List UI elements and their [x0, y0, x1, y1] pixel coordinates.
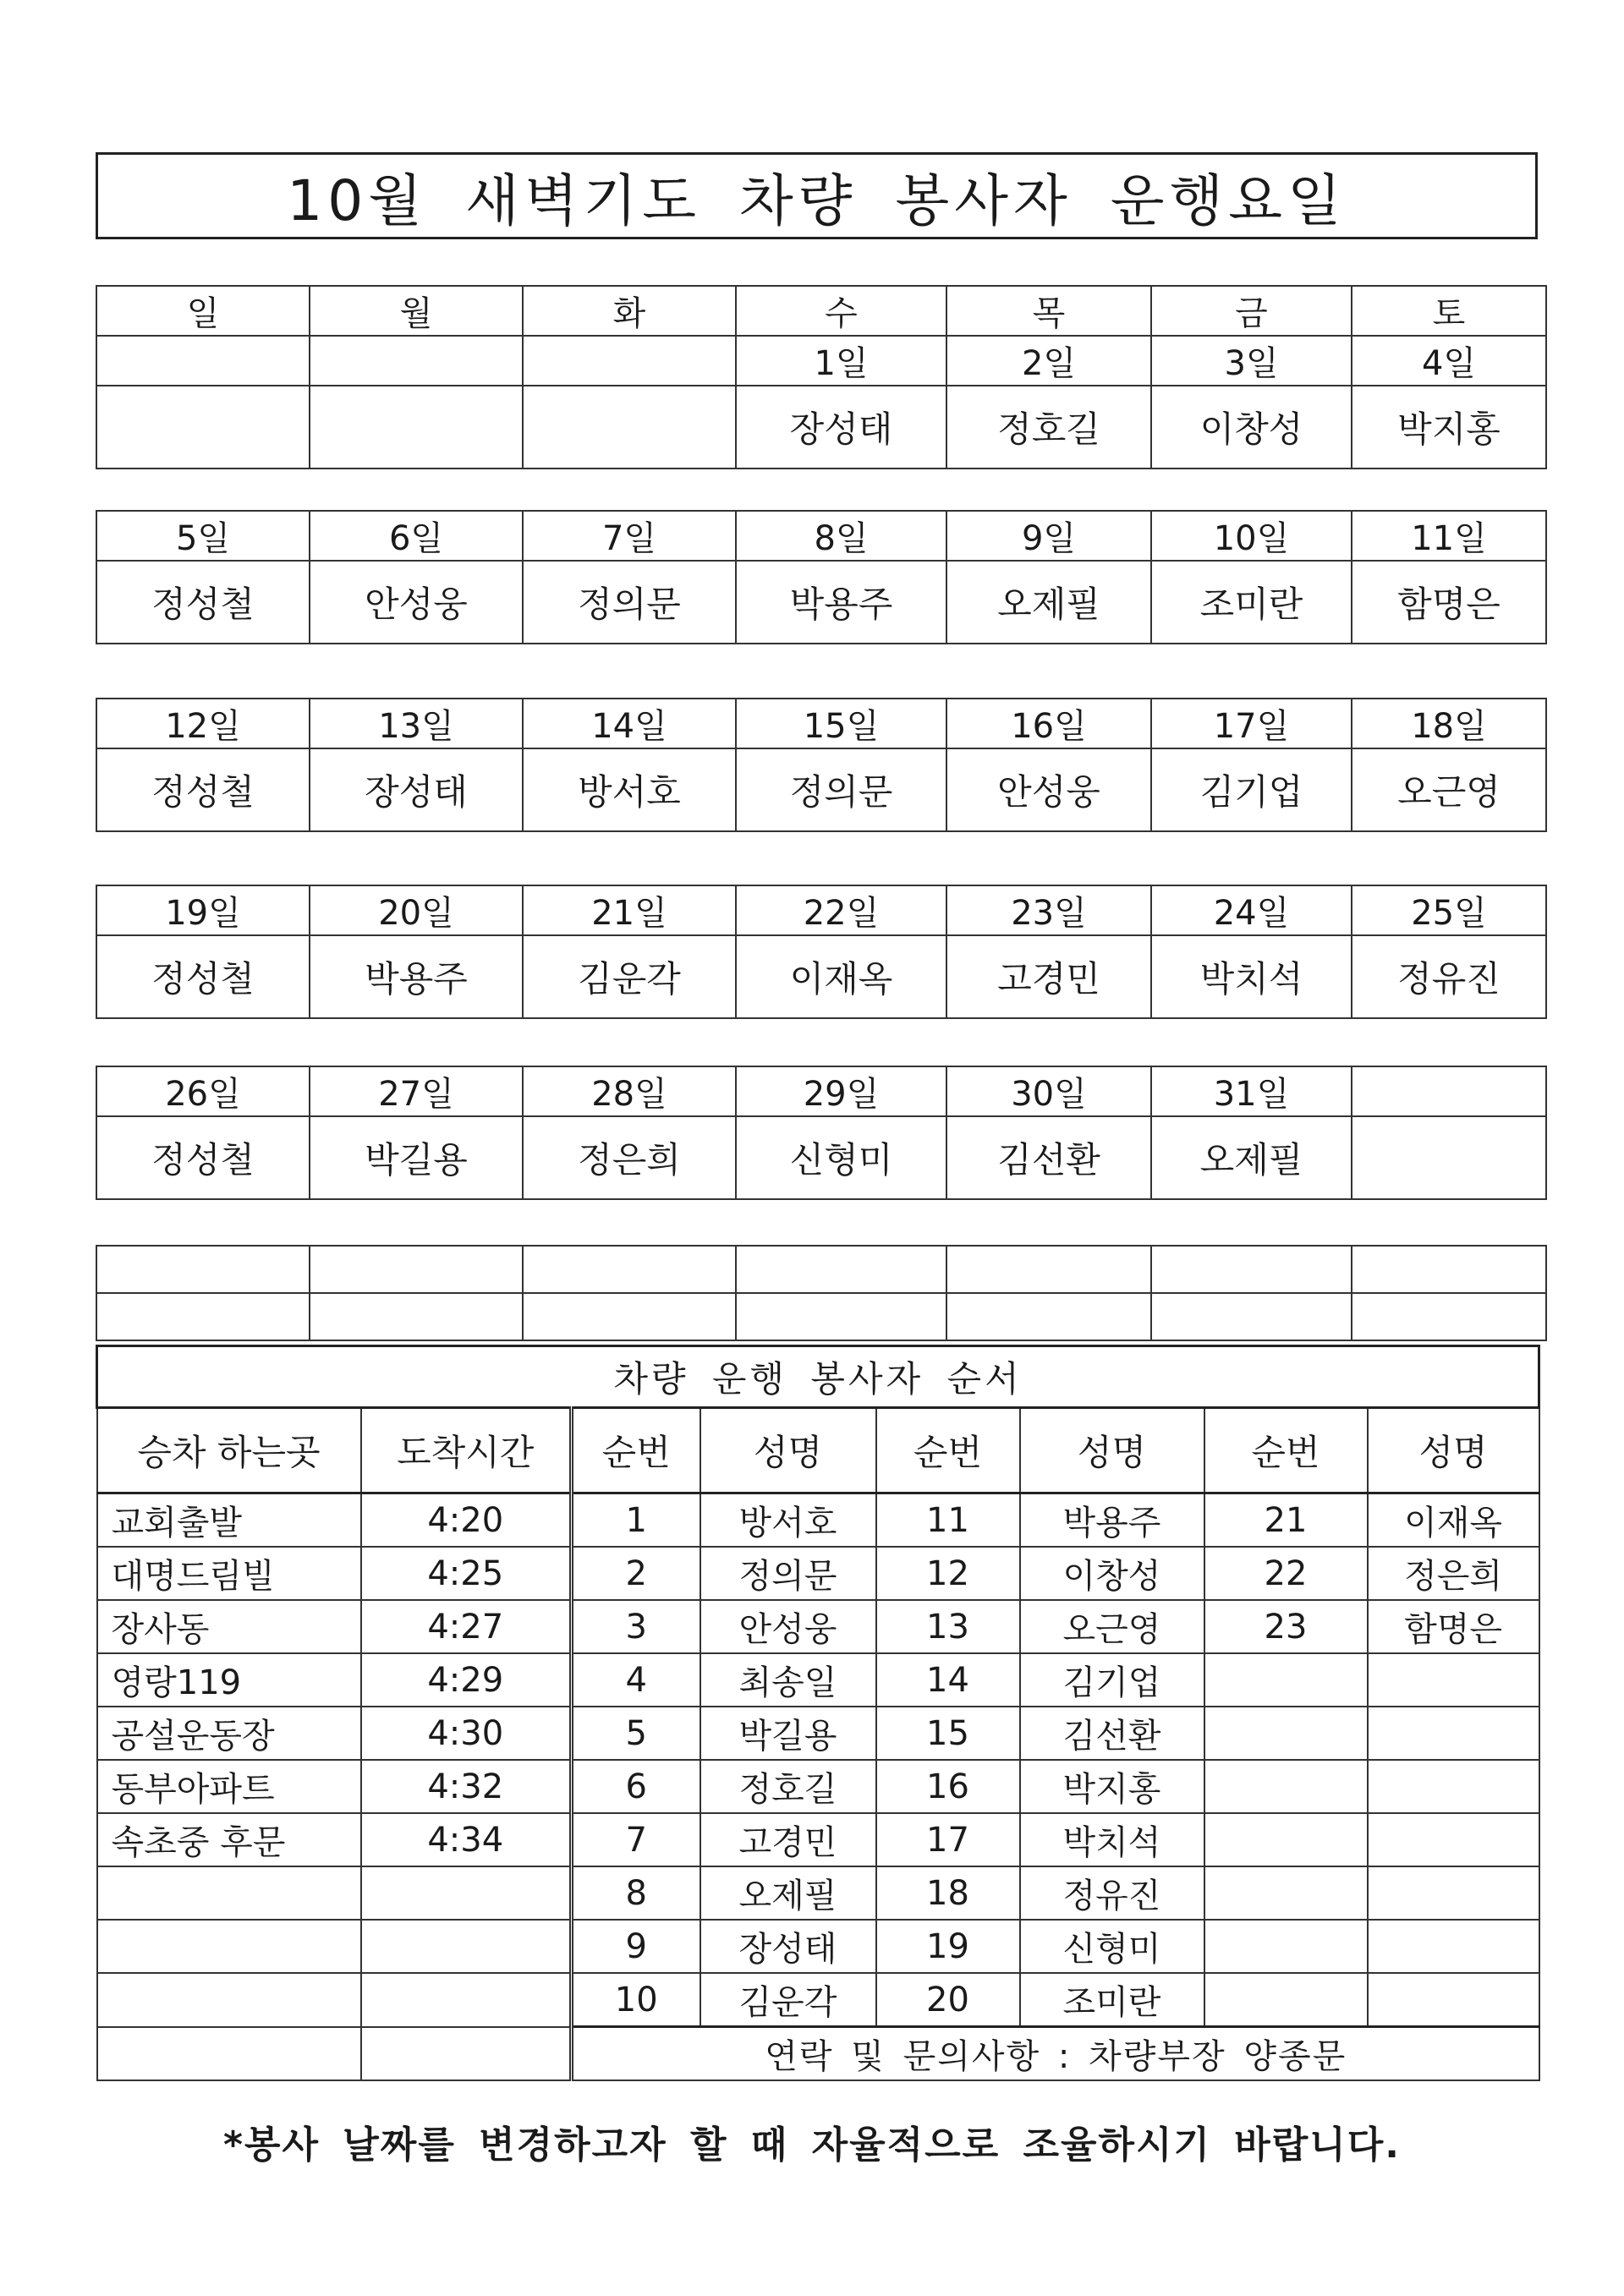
order-number: 23 [1204, 1600, 1368, 1653]
date-cell: 10일 [1151, 511, 1352, 561]
date-cell: 29일 [736, 1066, 946, 1116]
volunteer-name: 김운각 [700, 1973, 876, 2027]
calendar-week-1 [96, 285, 1547, 469]
volunteer-name: 박지홍 [1352, 386, 1546, 469]
order-number [1204, 1920, 1368, 1973]
volunteer-name: 정의문 [736, 748, 946, 831]
order-number: 4 [572, 1653, 700, 1707]
weekday-thu: 목 [946, 286, 1151, 336]
order-number [1204, 1813, 1368, 1866]
date-cell: 25일 [1352, 885, 1546, 935]
arrival-time [361, 1866, 572, 1920]
volunteer-name: 박길용 [700, 1707, 876, 1760]
order-number [1204, 1760, 1368, 1813]
order-number: 14 [876, 1653, 1020, 1707]
order-number: 15 [876, 1707, 1020, 1760]
volunteer-name: 신형미 [1020, 1920, 1204, 1973]
order-row [97, 1973, 1539, 2027]
order-section-title: 차량 운행 봉사자 순서 [97, 1346, 1539, 1408]
arrival-time: 4:20 [361, 1493, 572, 1548]
volunteer-name: 방서호 [523, 748, 736, 831]
weekday-fri: 금 [1151, 286, 1352, 336]
volunteer-name: 안성웅 [310, 561, 523, 644]
order-number: 9 [572, 1920, 700, 1973]
pickup-location [97, 1866, 361, 1920]
volunteer-name: 박용주 [736, 561, 946, 644]
volunteer-name [1368, 1920, 1539, 1973]
date-row [96, 699, 1546, 748]
date-row [96, 511, 1546, 561]
order-number: 5 [572, 1707, 700, 1760]
volunteer-name [310, 386, 523, 469]
volunteer-name: 이창성 [1020, 1547, 1204, 1600]
order-number: 18 [876, 1866, 1020, 1920]
order-row [97, 1493, 1539, 1548]
page-title: 10월 새벽기도 차량 봉사자 운행요일 [96, 152, 1538, 239]
header-pickup-location: 승차 하는곳 [97, 1408, 361, 1493]
weekday-header-row [96, 286, 1546, 336]
order-number: 16 [876, 1760, 1020, 1813]
volunteer-name: 함명은 [1352, 561, 1546, 644]
volunteer-name [1368, 1653, 1539, 1707]
volunteer-name: 조미란 [1020, 1973, 1204, 2027]
volunteer-name: 박용주 [1020, 1493, 1204, 1548]
date-row [96, 885, 1546, 935]
order-number: 20 [876, 1973, 1020, 2027]
date-cell: 3일 [1151, 336, 1352, 386]
volunteer-name: 정은희 [523, 1116, 736, 1199]
volunteer-name [1368, 1866, 1539, 1920]
order-number [1204, 1866, 1368, 1920]
volunteer-name: 장성태 [700, 1920, 876, 1973]
volunteer-name: 김선환 [1020, 1707, 1204, 1760]
date-cell: 8일 [736, 511, 946, 561]
weekday-mon: 월 [310, 286, 523, 336]
contact-row [97, 2027, 1539, 2081]
date-cell: 2일 [946, 336, 1151, 386]
blank-row [96, 1293, 1546, 1340]
volunteer-name: 오제필 [700, 1866, 876, 1920]
calendar-week-3 [96, 698, 1547, 832]
date-cell: 26일 [96, 1066, 310, 1116]
order-number: 1 [572, 1493, 700, 1548]
pickup-location: 공설운동장 [97, 1707, 361, 1760]
order-header-row [97, 1408, 1539, 1493]
header-order-number: 순번 [876, 1408, 1020, 1493]
date-cell: 6일 [310, 511, 523, 561]
volunteer-name: 정성철 [96, 748, 310, 831]
pickup-location: 교회출발 [97, 1493, 361, 1548]
volunteer-name: 정호길 [700, 1760, 876, 1813]
volunteer-name: 박용주 [310, 935, 523, 1018]
date-cell: 16일 [946, 699, 1151, 748]
weekday-wed: 수 [736, 286, 946, 336]
header-name: 성명 [1020, 1408, 1204, 1493]
calendar-week-5 [96, 1066, 1547, 1200]
arrival-time: 4:25 [361, 1547, 572, 1600]
volunteer-name: 정유진 [1352, 935, 1546, 1018]
arrival-time: 4:32 [361, 1760, 572, 1813]
order-number: 6 [572, 1760, 700, 1813]
blank-grid [96, 1245, 1547, 1341]
volunteer-name: 정의문 [523, 561, 736, 644]
order-row [97, 1547, 1539, 1600]
header-name: 성명 [1368, 1408, 1539, 1493]
pickup-location [97, 1920, 361, 1973]
volunteer-name: 안성웅 [700, 1600, 876, 1653]
volunteer-row [96, 935, 1546, 1018]
volunteer-name [96, 386, 310, 469]
header-order-number: 순번 [1204, 1408, 1368, 1493]
weekday-tue: 화 [523, 286, 736, 336]
header-arrival-time: 도착시간 [361, 1408, 572, 1493]
volunteer-name: 정호길 [946, 386, 1151, 469]
calendar-week-2 [96, 510, 1547, 644]
date-cell: 1일 [736, 336, 946, 386]
volunteer-name [1368, 1760, 1539, 1813]
order-number: 12 [876, 1547, 1020, 1600]
volunteer-name: 방서호 [700, 1493, 876, 1548]
date-cell: 27일 [310, 1066, 523, 1116]
weekday-sun: 일 [96, 286, 310, 336]
footer-note: *봉사 날짜를 변경하고자 할 때 자율적으로 조율하시기 바랍니다. [222, 2123, 1402, 2167]
volunteer-name: 김기업 [1020, 1653, 1204, 1707]
volunteer-name: 정성철 [96, 1116, 310, 1199]
order-row [97, 1813, 1539, 1866]
date-cell [1352, 1066, 1546, 1116]
date-cell: 9일 [946, 511, 1151, 561]
order-row [97, 1760, 1539, 1813]
volunteer-name: 고경민 [700, 1813, 876, 1866]
date-cell: 7일 [523, 511, 736, 561]
volunteer-name: 오제필 [1151, 1116, 1352, 1199]
order-title-row [97, 1346, 1539, 1408]
order-number: 3 [572, 1600, 700, 1653]
volunteer-name: 오근영 [1020, 1600, 1204, 1653]
volunteer-name: 박지홍 [1020, 1760, 1204, 1813]
order-number [1204, 1973, 1368, 2027]
header-name: 성명 [700, 1408, 876, 1493]
order-number [1204, 1653, 1368, 1707]
volunteer-name: 박치석 [1151, 935, 1352, 1018]
arrival-time: 4:29 [361, 1653, 572, 1707]
blank-row [96, 1246, 1546, 1293]
contact-info: 연락 및 문의사항 : 차량부장 양종문 [572, 2027, 1539, 2081]
order-number: 10 [572, 1973, 700, 2027]
date-cell: 15일 [736, 699, 946, 748]
volunteer-name: 정은희 [1368, 1547, 1539, 1600]
volunteer-name [1368, 1813, 1539, 1866]
date-cell: 18일 [1352, 699, 1546, 748]
date-cell: 13일 [310, 699, 523, 748]
date-cell: 24일 [1151, 885, 1352, 935]
volunteer-name: 이재옥 [736, 935, 946, 1018]
date-cell: 14일 [523, 699, 736, 748]
volunteer-name: 이창성 [1151, 386, 1352, 469]
volunteer-name: 정유진 [1020, 1866, 1204, 1920]
volunteer-name: 정성철 [96, 935, 310, 1018]
volunteer-row [96, 748, 1546, 831]
volunteer-name: 김기업 [1151, 748, 1352, 831]
order-number: 7 [572, 1813, 700, 1866]
date-cell: 30일 [946, 1066, 1151, 1116]
date-cell: 20일 [310, 885, 523, 935]
volunteer-name: 박치석 [1020, 1813, 1204, 1866]
date-cell: 22일 [736, 885, 946, 935]
date-row [96, 1066, 1546, 1116]
volunteer-row [96, 1116, 1546, 1199]
date-cell [523, 336, 736, 386]
order-number: 11 [876, 1493, 1020, 1548]
order-number: 21 [1204, 1493, 1368, 1548]
volunteer-name [1352, 1116, 1546, 1199]
volunteer-name [1368, 1707, 1539, 1760]
volunteer-name: 김선환 [946, 1116, 1151, 1199]
arrival-time: 4:27 [361, 1600, 572, 1653]
order-number: 13 [876, 1600, 1020, 1653]
order-number: 19 [876, 1920, 1020, 1973]
order-number: 8 [572, 1866, 700, 1920]
volunteer-row [96, 561, 1546, 644]
order-row [97, 1707, 1539, 1760]
volunteer-name [1368, 1973, 1539, 2027]
calendar-week-4 [96, 885, 1547, 1019]
header-order-number: 순번 [572, 1408, 700, 1493]
volunteer-name: 함명은 [1368, 1600, 1539, 1653]
date-cell: 21일 [523, 885, 736, 935]
weekday-sat: 토 [1352, 286, 1546, 336]
order-row [97, 1920, 1539, 1973]
order-row [97, 1600, 1539, 1653]
date-cell: 31일 [1151, 1066, 1352, 1116]
order-number: 2 [572, 1547, 700, 1600]
volunteer-name: 오제필 [946, 561, 1151, 644]
arrival-time [361, 1920, 572, 1973]
volunteer-name: 이재옥 [1368, 1493, 1539, 1548]
order-row [97, 1653, 1539, 1707]
pickup-location [97, 1973, 361, 2027]
volunteer-name: 장성태 [736, 386, 946, 469]
volunteer-name: 장성태 [310, 748, 523, 831]
arrival-time [361, 1973, 572, 2027]
volunteer-name: 조미란 [1151, 561, 1352, 644]
arrival-time: 4:34 [361, 1813, 572, 1866]
pickup-location: 영랑119 [97, 1653, 361, 1707]
pickup-location: 장사동 [97, 1600, 361, 1653]
date-cell [310, 336, 523, 386]
date-cell: 12일 [96, 699, 310, 748]
date-cell: 11일 [1352, 511, 1546, 561]
volunteer-order-table [96, 1345, 1540, 2081]
date-cell: 19일 [96, 885, 310, 935]
order-number: 17 [876, 1813, 1020, 1866]
volunteer-name [523, 386, 736, 469]
date-cell [96, 336, 310, 386]
volunteer-name: 오근영 [1352, 748, 1546, 831]
pickup-location: 대명드림빌 [97, 1547, 361, 1600]
volunteer-name: 김운각 [523, 935, 736, 1018]
pickup-location: 동부아파트 [97, 1760, 361, 1813]
date-cell: 17일 [1151, 699, 1352, 748]
volunteer-row [96, 386, 1546, 469]
date-row [96, 336, 1546, 386]
date-cell: 28일 [523, 1066, 736, 1116]
order-row [97, 1866, 1539, 1920]
pickup-location: 속초중 후문 [97, 1813, 361, 1866]
volunteer-name: 박길용 [310, 1116, 523, 1199]
volunteer-name: 고경민 [946, 935, 1151, 1018]
volunteer-name: 정성철 [96, 561, 310, 644]
order-number [1204, 1707, 1368, 1760]
volunteer-name: 신형미 [736, 1116, 946, 1199]
volunteer-name: 정의문 [700, 1547, 876, 1600]
volunteer-name: 안성웅 [946, 748, 1151, 831]
order-number: 22 [1204, 1547, 1368, 1600]
date-cell: 5일 [96, 511, 310, 561]
arrival-time: 4:30 [361, 1707, 572, 1760]
date-cell: 23일 [946, 885, 1151, 935]
volunteer-name: 최송일 [700, 1653, 876, 1707]
date-cell: 4일 [1352, 336, 1546, 386]
